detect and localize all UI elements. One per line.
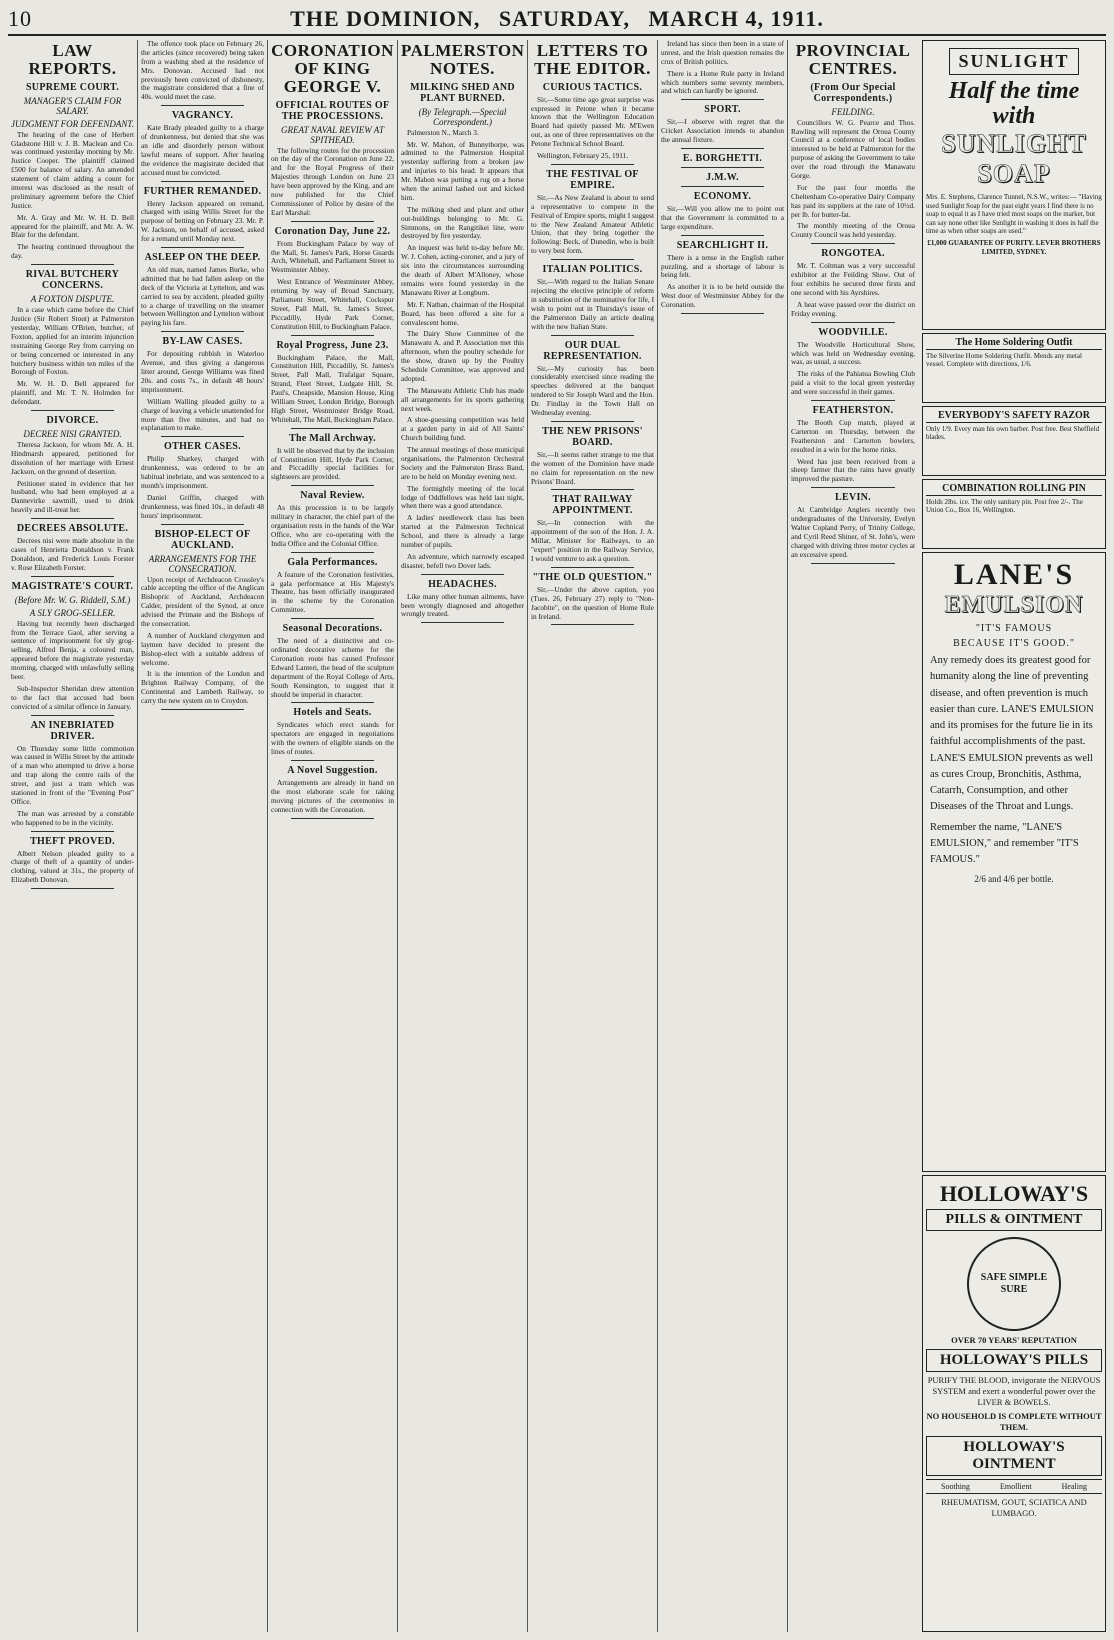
article-paragraph: Mr. F. Nathan, chairman of the Hospital Board, has been offered a site for a convalescent home.	[401, 299, 524, 327]
article-paragraph: Mr. W. Mahon, of Bunnythorpe, was admitted to the Palmerston Hospital yesterday suffering from a broken jaw and injuries to his head. It appears that Mr. Mahon was putting a rug on a horse when the animal lashed out and kicked him.	[401, 139, 524, 202]
section-title: LAW REPORTS.	[28, 41, 117, 78]
article-heading: RONGOTEA.	[821, 248, 885, 260]
column-rule	[291, 618, 374, 619]
article-heading: MAGISTRATE'S COURT.	[11, 580, 134, 592]
lane-price: 2/6 and 4/6 per bottle.	[974, 874, 1054, 885]
column-rule	[291, 485, 374, 486]
article-paragraph: As this procession is to be largely military in character, the chief part of the organisation rests in the hands of the War Office, who are co-operating with the India Office and the Colonial Office.	[271, 503, 394, 548]
advertisement-column	[922, 40, 1106, 1632]
lane-title: LANE'S	[953, 558, 1075, 591]
issue-day: SATURDAY,	[498, 6, 630, 31]
article-subheading: JUDGMENT FOR DEFENDANT.	[11, 118, 134, 129]
article-paragraph: The monthly meeting of the Oroua County Council was held yesterday.	[791, 221, 915, 240]
article-subheading: DECREE NISI GRANTED.	[23, 428, 122, 439]
holloway-ailments: RHEUMATISM, GOUT, SCIATICA AND LUMBAGO.	[941, 1497, 1087, 1519]
article-heading: SPORT.	[704, 104, 741, 116]
article-paragraph: Sir,—With regard to the Italian Senate rejecting the elective principle of reform in substitution of the nominative for life, I wish to point out in Thursday's issue of the Palmerston Daily an article dealing with the new Italian State.	[531, 277, 654, 331]
article-heading: SEARCHLIGHT II.	[676, 239, 769, 251]
article-paragraph: Buckingham Palace, the Mall, Constitution Hill, Piccadilly, St. James's Street, Pall Mall, Trafalgar Square, Strand, Fleet Street, Ludgate Hill, St. Paul's, Cheapside, Mansion House, King William Street, London Bridge, Borough High Street, Westminster Bridge Road, Whitehall, The Mall, Buckingham Palace.	[271, 352, 394, 424]
article-paragraph: Sir,—Under the above caption, you (Tues. 26, February 27) reply to "Non-Jacobite", on the question of Home Rule in Ireland.	[531, 584, 654, 621]
column-rule	[421, 574, 504, 575]
article-paragraph: Albert Nelson pleaded guilty to a charge of theft of a quantity of under-clothing, valued at 31s., the property of Elizabeth Donovan.	[11, 848, 134, 885]
soldering-outfit-ad	[922, 333, 1106, 403]
article-heading: OUR DUAL REPRESENTATION.	[543, 339, 642, 362]
column-rule	[291, 760, 374, 761]
article-subheading: GREAT NAVAL REVIEW AT SPITHEAD.	[281, 124, 384, 145]
article-paragraph: William Walling pleaded guilty to a charge of leaving a vehicle unattended for more than five minutes, and had no explanation to make.	[141, 396, 264, 433]
ad-body: Holds 2lbs. ice. The only sanitary pin. Post free 2/-. The Union Co., Box 16, Wellington.	[926, 497, 1083, 514]
column-rule	[681, 186, 764, 187]
article-paragraph: Sir,—I observe with regret that the Cricket Association intends to abandon the annual fixture.	[661, 117, 784, 145]
article-heading: DECREES ABSOLUTE.	[16, 523, 129, 535]
article-paragraph: The annual meetings of those municipal organisations, the Palmerston Orchestral Society and the Palmerston Brass Band, are to be held on Monday evening next.	[401, 445, 524, 481]
article-heading: DIVORCE.	[46, 414, 99, 426]
column-rule	[551, 164, 634, 165]
article-heading: THE NEW PRISONS' BOARD.	[542, 425, 643, 448]
article-subheading: A FOXTON DISPUTE.	[30, 294, 115, 305]
column-rule	[681, 99, 764, 100]
column-rule	[551, 421, 634, 422]
column-4	[398, 40, 528, 1632]
article-paragraph: The risks of the Pahiatua Bowling Club paid a visit to the local green yesterday and were successful in their games.	[791, 369, 915, 397]
article-paragraph: Petitioner stated in evidence that her husband, who had been employed at a Dannevirke sawmill, used to drink heavily and ill-treat her.	[11, 478, 134, 515]
article-heading: OFFICIAL ROUTES OF THE PROCESSIONS.	[275, 99, 390, 122]
article-paragraph: The need of a distinctive and co-ordinated decorative scheme for the Coronation route has caused Professor Edward Lanteri, the head of the sculpture department of the Royal College of Arts, South Kensington, to suggest that it should be imperial in character.	[271, 636, 394, 699]
article-heading: THAT RAILWAY APPOINTMENT.	[552, 494, 633, 517]
article-paragraph: From Buckingham Palace by way of the Mall, St. James's Park, Horse Guards Arch, Whitehall, and Parliament Street to Westminster Abbey.	[271, 238, 394, 275]
column-rule	[161, 247, 244, 248]
article-paragraph: Theresa Jackson, for whom Mr. A. H. Hindmarsh appeared, petitioned for dissolution of her marriage with Ernest Jackson, on the ground of desertion.	[11, 439, 134, 476]
article-paragraph: A ladies' needlework class has been started at the Palmerston Technical School, and there is already a large number of pupils.	[401, 513, 524, 549]
column-rule	[681, 167, 764, 168]
article-paragraph: An adventure, which narrowly escaped disaster, befell two Dover lads.	[401, 551, 524, 570]
masthead	[8, 4, 1106, 36]
article-paragraph: It will be observed that by the inclusion of Constitution Hill, Hyde Park Corner, and Piccadilly special facilities for sightseers are provided.	[271, 445, 394, 482]
holloway-seal: SAFE SIMPLE SURE	[967, 1237, 1061, 1331]
article-paragraph: Syndicates which erect stands for spectators are engaged in negotiations with the owners of eligible stands on the lines of routes.	[271, 720, 394, 757]
article-paragraph: Palmerston N., March 3.	[407, 127, 479, 137]
article-heading: HEADACHES.	[428, 578, 497, 590]
article-paragraph: The Woodville Horticultural Show, which was held on Wednesday evening, was, as usual, a success.	[791, 339, 915, 367]
article-heading: BY-LAW CASES.	[162, 336, 243, 348]
article-paragraph: Sir,—In connection with the appointment of the son of the Hon. J. A. Millar, Minister for Railways, to an "expert" position in the Railway Service, I would venture to ask a question.	[531, 518, 654, 563]
article-heading: Coronation Day, June 22.	[274, 225, 391, 237]
article-heading: ITALIAN POLITICS.	[542, 264, 643, 276]
article-paragraph: Mr. W. H. D. Bell appeared for plaintiff, and Mr. T. N. Holmden for defendant.	[11, 379, 134, 407]
article-paragraph: As another it is to be held outside the West door of Westminster Abbey for the Coronation.	[661, 282, 784, 310]
article-heading: THE FESTIVAL OF EMPIRE.	[546, 168, 639, 191]
article-paragraph: In a case which came before the Chief Justice (Sir Robert Stout) at Palmerston yesterday, William O'Brien, butcher, of Foxton, applied for an interim injunction restraining George Rey from carrying on or being concerned or interested in any butchery business within ten miles of the Borough of Foxton.	[11, 305, 134, 377]
column-6	[658, 40, 788, 1632]
section-title: PALMERSTON NOTES.	[401, 41, 525, 78]
article-paragraph: There is a Home Rule party in Ireland which numbers some seventy members, and which can hardly be ignored.	[661, 68, 784, 96]
article-heading: Hotels and Seats.	[293, 707, 372, 719]
lane-product: EMULSION	[944, 592, 1084, 618]
column-7	[788, 40, 918, 1632]
article-heading: (From Our Special Correspondents.)	[810, 81, 896, 104]
article-paragraph: Wellington, February 25, 1911.	[537, 151, 629, 161]
article-paragraph: Arrangements are already in hand on the most elaborate scale for taking moving pictures of the ceremonies in connection with the Coronation.	[271, 777, 394, 814]
article-subheading: (Before Mr. W. G. Riddell, S.M.)	[14, 594, 131, 605]
holloway-reputation: OVER 70 YEARS' REPUTATION	[951, 1335, 1077, 1345]
article-subheading: ARRANGEMENTS FOR THE CONSECRATION.	[148, 553, 257, 574]
article-paragraph: Sir,—Will you allow me to point out that the Government is committed to a large expenditure.	[661, 204, 784, 231]
column-rule	[291, 552, 374, 553]
column-rule	[31, 715, 114, 716]
column-rule	[31, 518, 114, 519]
article-paragraph: Having but recently been discharged from the Terrace Gaol, after serving a sentence of imprisonment for sly grog-selling, Alfred Benja, a coloured man, appeared before the magistrate yesterday morning, charged with unlawfully selling beer.	[11, 618, 134, 681]
ad-heading: EVERYBODY'S SAFETY RAZOR	[926, 410, 1102, 423]
article-subheading: MANAGER'S CLAIM FOR SALARY.	[23, 95, 122, 116]
column-rule	[31, 264, 114, 265]
column-rule	[291, 702, 374, 703]
ad-body: Only 1/9. Every man his own barber. Post free. Best Sheffield blades.	[926, 424, 1100, 441]
article-heading: THEFT PROVED.	[30, 835, 115, 847]
column-rule	[811, 563, 895, 564]
article-paragraph: Kate Brady pleaded guilty to a charge of drunkenness, but denied that she was an idle and disorderly person without lawful means of support. After hearing the evidence the magistrate decided that accused must be convicted.	[141, 123, 264, 177]
column-rule	[681, 313, 764, 314]
article-paragraph: An old man, named James Burke, who admitted that he had fallen asleep on the deck of the Victoria at Lyttelton, and was carried to sea by accident, pleaded guilty to a charge of travelling on the steamer between Wellington and Lyttelton without paying his fare.	[141, 265, 264, 328]
use-emollient: Emollient	[1000, 1482, 1032, 1492]
holloway-uses	[926, 1479, 1102, 1494]
article-paragraph: Like many other human ailments, have been wrongly diagnosed and altogether wrongly treated.	[401, 591, 524, 619]
article-paragraph: An inquest was held to-day before Mr. W. J. Cohen, acting-coroner, and a jury of six into the circumstances surrounding the death of Albert M'Alloney, whose remains were found yesterday in the Manawatu River at Longburn.	[401, 243, 524, 297]
article-heading: MILKING SHED AND PLANT BURNED.	[410, 81, 515, 104]
lane-body: Any remedy does its greatest good for humanity along the line of preventing disease, and often prevention is much easier than cure. LANE'S EMULSION and its promises for the future lie in its faithful accomplishments of the past. LANE'S EMULSION prevents as well as cures Croup, Bronchitis, Asthma, Catarrh, Consumption, and other Diseases of the Throat and Lungs.	[930, 655, 1094, 813]
ad-body: The Silverine Home Soldering Outfit. Mends any metal vessel. Complete with directions, 1/6.	[926, 351, 1082, 368]
article-paragraph: Daniel Griffin, charged with drunkenness, was fined 10s., in default 48 hours' imprisonment.	[141, 492, 264, 520]
column-rule	[161, 105, 244, 106]
column-rule	[811, 400, 895, 401]
article-subheading: FEILDING.	[831, 106, 875, 117]
sunlight-testimonial: Mrs. E. Stephens, Clarence Tunnel, N.S.W., writes:— "Having used Sunlight Soap for the past eight years I find there is no soap to equal it as I have tried most soaps on the market, but can say none other like Sunlight in washing it does in half the time as when other soaps are used."	[926, 193, 1102, 235]
column-rule	[31, 831, 114, 832]
article-paragraph: For depositing rubbish in Waterloo Avenue, and thus giving a dangerous litter around, George Williams was fined 20s. and costs 7s., in default 48 hours' imprisonment.	[141, 349, 264, 394]
article-heading: FURTHER REMANDED.	[143, 185, 262, 197]
article-paragraph: On Thursday some little commotion was caused in Willis Street by the attitude of a man who attempted to drive a horse and trap along the centre rails of the street, and just a tram which was stationed in front of the "Evening Post" Office.	[11, 743, 134, 806]
article-paragraph: For the past four months the Cheltenham Co-operative Dairy Company has paid its suppliers at the rate of 10½d. per lb. for butter-fat.	[791, 182, 915, 219]
article-heading: RIVAL BUTCHERY CONCERNS.	[25, 269, 120, 292]
article-heading: Naval Review.	[300, 490, 365, 502]
column-rule	[291, 428, 374, 429]
article-heading: The Mall Archway.	[289, 432, 376, 444]
article-paragraph: The Booth Cup match, played at Carterton on Thursday, between the Featherston and Carterton bowlers, resulted in a win for the home rinks.	[791, 417, 915, 454]
column-rule	[681, 235, 764, 236]
column-rule	[551, 335, 634, 336]
article-heading: OTHER CASES.	[164, 441, 241, 453]
sunlight-tagline: Half the time with	[948, 78, 1080, 130]
article-paragraph: Councillors W. G. Pearce and Thos. Rawling will represent the Oroua County Council at a conference of local bodies interested to be held at Palmerston for the purpose of asking the Government to take over the road through the Manawatu Gorge.	[791, 117, 915, 181]
column-rule	[31, 576, 114, 577]
article-paragraph: It is the intention of the London and Brighton Railway Company, of the Continental and Lambeth Railway, to carry the new system on to Croydon.	[141, 669, 264, 706]
column-1	[8, 40, 138, 1632]
article-heading: CURIOUS TACTICS.	[542, 81, 643, 93]
article-paragraph: Decrees nisi were made absolute in the cases of Henrietta Donaldson v. Frank Donaldson, and Frederick Louis Forster v. Rose Elizabeth Forster.	[11, 536, 134, 572]
column-2	[138, 40, 268, 1632]
article-paragraph: A number of Auckland clergymen and laymen have decided to present the Bishop-elect with a suitable address of welcome.	[141, 630, 264, 667]
article-heading: Gala Performances.	[287, 556, 378, 568]
section-title: CORONATION OF KING GEORGE V.	[271, 41, 394, 96]
article-heading: FEATHERSTON.	[812, 404, 894, 416]
article-paragraph: Philip Sharkey, charged with drunkenness, was ordered to be an habitual inebriate, and was sentenced to a month's imprisonment.	[141, 454, 264, 490]
column-rule	[31, 888, 114, 889]
article-heading: Royal Progress, June 23.	[276, 339, 389, 351]
lane-remember: Remember the name, "LANE'S EMULSION," and remember "IT'S FAMOUS."	[930, 821, 1079, 866]
article-heading: VAGRANCY.	[171, 110, 234, 122]
article-paragraph: Henry Jackson appeared on remand, charged with using Willis Street for the purpose of betting on February 23. Mr. P. W. Jackson, on behalf of accused, asked for a remand until Monday next.	[141, 198, 264, 244]
holloways-ad	[922, 1175, 1106, 1632]
article-paragraph: Sub-Inspector Sheridan drew attention to the fact that accused had been convicted of a similar offence in January.	[11, 683, 134, 711]
article-paragraph: The milking shed and plant and other out-buildings belonging to Mr. G. Simmons, on the Rangitikei line, were destroyed by fire yesterday.	[401, 204, 524, 241]
article-paragraph: A shoe-guessing competition was held at a garden party in aid of All Saints' Church building fund.	[401, 415, 524, 443]
use-soothing: Soothing	[941, 1482, 970, 1492]
article-heading: WOODVILLE.	[818, 326, 888, 338]
sunlight-guarantee: £1,000 GUARANTEE OF PURITY. LEVER BROTHERS LIMITED, SYDNEY.	[927, 239, 1101, 256]
column-rule	[551, 624, 634, 625]
column-3	[268, 40, 398, 1632]
article-heading: A Novel Suggestion.	[287, 764, 378, 776]
article-heading: Seasonal Decorations.	[282, 623, 383, 635]
column-rule	[161, 524, 244, 525]
use-healing: Healing	[1061, 1482, 1087, 1492]
article-paragraph: The hearing continued throughout the day.	[11, 242, 134, 261]
lane-slogan-2: BECAUSE IT'S GOOD."	[953, 638, 1075, 649]
article-heading: ASLEEP ON THE DEEP.	[144, 252, 261, 264]
holloway-subtitle: PILLS & OINTMENT	[926, 1209, 1102, 1231]
article-paragraph: The following routes for the procession on the day of the Coronation on June 22, and for the Royal Progress of their Majesties through London on June 23 have been approved by the King, and are now published for the Chief Commissioner of Police by desire of the Earl Marshal:	[271, 145, 394, 217]
issue-date: MARCH 4, 1911.	[648, 6, 824, 31]
ad-heading: The Home Soldering Outfit	[926, 337, 1102, 350]
ad-heading: COMBINATION ROLLING PIN	[926, 483, 1102, 496]
sunlight-soap-ad	[922, 40, 1106, 330]
article-heading: ECONOMY.	[693, 191, 752, 203]
column-5	[528, 40, 658, 1632]
column-rule	[681, 148, 764, 149]
article-subheading: A SLY GROG-SELLER.	[29, 607, 116, 618]
article-heading: BISHOP-ELECT OF AUCKLAND.	[154, 528, 251, 551]
article-paragraph: The Dairy Show Committee of the Manawatu A. and P. Association met this afternoon, when the poultry schedule for the show, drawn up by the Poultry Schedule Committee, was approved and adopted.	[401, 329, 524, 383]
article-paragraph: Sir,—As New Zealand is about to send a representative to compete in the Festival of Empire sports, might I suggest to the New Zealand Amateur Athletic Union, that they bring together the following: Beck, of Dunedin, who is built to very best form.	[531, 192, 654, 256]
safety-razor-ad	[922, 406, 1106, 476]
article-heading: "THE OLD QUESTION."	[532, 571, 653, 583]
article-paragraph: The man was arrested by a constable who happened to be in the vicinity.	[11, 808, 134, 827]
holloway-pills-body: PURIFY THE BLOOD, invigorate the NERVOUS SYSTEM and exert a wonderful power over the LIVER & BOWELS.	[927, 1375, 1101, 1408]
holloway-ointment: HOLLOWAY'S OINTMENT	[926, 1436, 1102, 1476]
sunlight-brand: SUNLIGHT SOAP	[941, 129, 1087, 189]
article-subheading: (By Telegraph.—Special Correspondent.)	[418, 106, 507, 127]
column-rule	[161, 181, 244, 182]
column-rule	[811, 487, 895, 488]
article-heading: J.M.W.	[706, 172, 739, 184]
article-paragraph: The fortnightly meeting of the local lodge of Oddfellows was held last night, when there was a good attendance.	[401, 483, 524, 511]
article-paragraph: Sir,—My curiosity has been considerably exercised since reading the speeches delivered at the banquet tendered to Sir Joseph Ward and the Hon. Dr. Findlay in the Town Hall on Wednesday evening.	[531, 363, 654, 417]
article-paragraph: Mr. A. Gray and Mr. W. H. D. Bell appeared for the plaintiff, and Mr. A. W. Blair for the defendant.	[11, 212, 134, 240]
column-rule	[811, 322, 895, 323]
article-paragraph: The Manawatu Athletic Club has made all arrangements for its sports gathering next week.	[401, 385, 524, 413]
column-rule	[291, 221, 374, 222]
lane-slogan-1: "IT'S FAMOUS	[975, 623, 1053, 634]
column-rule	[161, 709, 244, 710]
page-number: 10	[8, 6, 32, 31]
article-heading: AN INEBRIATED DRIVER.	[30, 719, 115, 742]
section-title: PROVINCIAL CENTRES.	[795, 41, 911, 78]
holloway-title: HOLLOWAY'S	[939, 1181, 1089, 1206]
article-heading: LEVIN.	[835, 492, 871, 504]
sunlight-logo: SUNLIGHT	[949, 48, 1078, 75]
article-heading: SUPREME COURT.	[25, 81, 120, 93]
article-paragraph: Mr. T. Coltman was a very successful exhibitor at the Feilding Show. Out of four exhibits he secured three firsts and one second with his Ayrshires.	[791, 261, 915, 297]
article-paragraph: Ireland has since then been in a state of unrest, and the Irish question remains the crux of British politics.	[661, 40, 784, 66]
holloway-pills: HOLLOWAY'S PILLS	[926, 1349, 1102, 1372]
column-rule	[161, 331, 244, 332]
column-rule	[551, 489, 634, 490]
lanes-emulsion-ad	[922, 552, 1106, 1172]
holloway-household: NO HOUSEHOLD IS COMPLETE WITHOUT THEM.	[926, 1411, 1102, 1433]
article-paragraph: A heat wave passed over the district on Friday evening.	[791, 299, 915, 318]
column-rule	[291, 335, 374, 336]
column-rule	[291, 818, 374, 819]
article-paragraph: Upon receipt of Archdeacon Crossley's cable accepting the office of the Anglican Bishopric of Auckland, Archdeacon Calder, president of the Synod, at once advised the Primate and the Bishops of the consecration.	[141, 574, 264, 628]
article-paragraph: There is a tense in the English rather puzzling, and a shortage of labour is being felt.	[661, 252, 784, 280]
paper-name: THE DOMINION,	[290, 6, 481, 31]
article-paragraph: Weed has just been received from a sheep farmer that the rains have greatly improved the pasture.	[791, 456, 915, 484]
article-paragraph: Sir,—Some time ago great surprise was expressed in Petone when it became known that the Wellington Education Board had quietly passed Mr. M'Ewen out, as one of three representatives on the Petone Technical School Board.	[531, 94, 654, 149]
masthead-title	[48, 6, 1066, 32]
column-rule	[551, 259, 634, 260]
article-paragraph: A feature of the Coronation festivities, a gala performance at His Majesty's Theatre, has been officially inaugurated in the scheme by the Coronation Committee.	[271, 569, 394, 615]
column-rule	[421, 622, 504, 623]
article-heading: E. BORGHETTI.	[682, 153, 763, 165]
article-paragraph: Sir,—It seems rather strange to me that the women of the Dominion have made no claim for representation on the new Prisons' Board.	[531, 449, 654, 486]
article-paragraph: The hearing of the case of Herbert Gladstone Hill v. J. B. Maclean and Co. was continued yesterday morning by Mr. Justice Cooper. The plaintiff claimed £500 for balance of salary. An amended statement of claim adding a count for interest was disclosed as the result of preliminary agreement before the Chief Justice.	[11, 129, 134, 210]
column-rule	[161, 436, 244, 437]
column-rule	[31, 410, 114, 411]
article-paragraph: At Cambridge Anglers recently two undergraduates of the University, Evelyn Walter Copland Perry, of Trinity College, and Cyril Reed Shiner, of St. John's, were charged with driving three motor cycles at an excessive speed.	[791, 505, 915, 559]
section-title: LETTERS TO THE EDITOR.	[534, 41, 651, 78]
column-rule	[551, 567, 634, 568]
rolling-pin-ad	[922, 479, 1106, 549]
column-rule	[811, 243, 895, 244]
article-columns	[8, 40, 920, 1632]
article-paragraph: West Entrance of Westminster Abbey, returning by way of Broad Sanctuary, Parliament Street, Whitehall, Cockspur Street, Pall Mall, St. James's Street, Piccadilly, Hyde Park Corner, Constitution Hill, to Buckingham Palace.	[271, 277, 394, 331]
article-paragraph: The offence took place on February 26, the articles (since recovered) being taken from a washing shed at the residence of Mrs. Donovan. Accused had not previously been convicted of dishonesty, the magistrate considered that a fine of 40s. would meet the case.	[141, 40, 264, 102]
